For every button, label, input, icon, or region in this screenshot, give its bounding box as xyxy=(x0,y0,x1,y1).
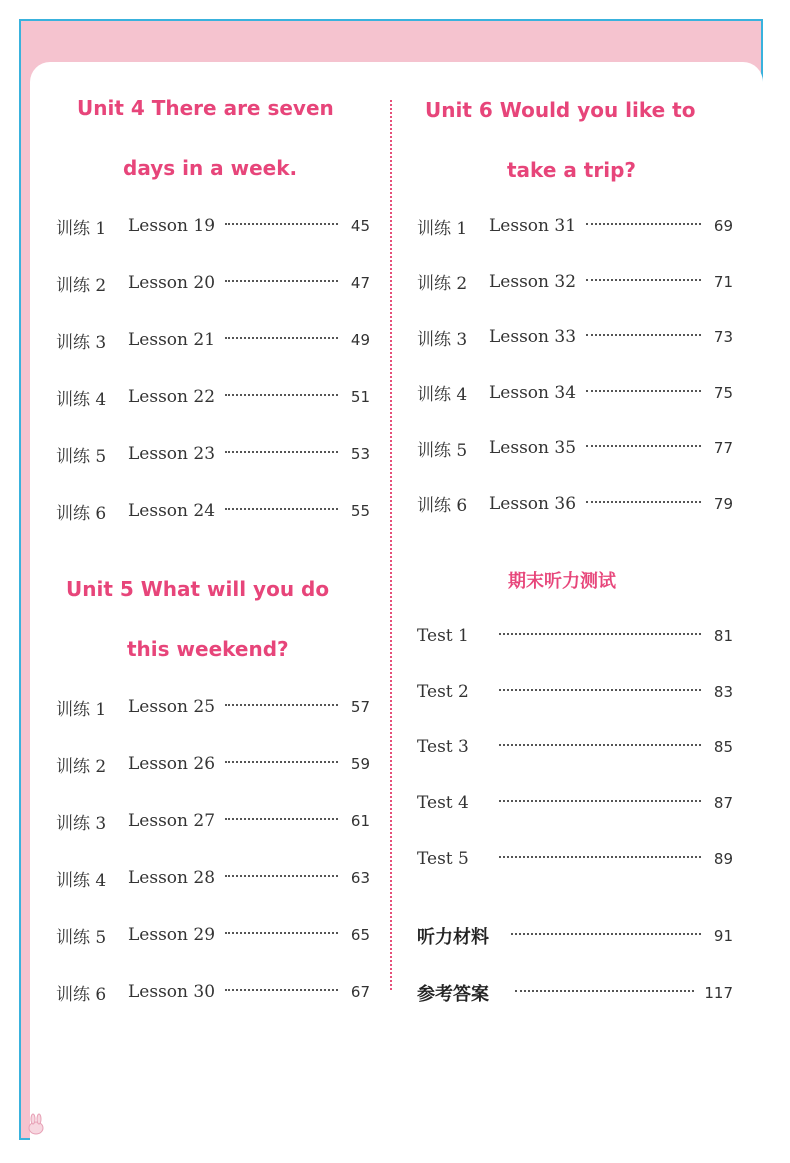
toc-entry xyxy=(417,623,733,649)
leader-dots xyxy=(225,394,338,396)
leader-dots xyxy=(586,445,701,447)
toc-entry xyxy=(417,980,733,1006)
entry-label: 训练 1 xyxy=(56,218,107,239)
final-test-title: 期末听力测试 xyxy=(508,571,616,592)
entry-page-number: 65 xyxy=(350,926,370,944)
leader-dots xyxy=(515,990,694,992)
leader-dots xyxy=(225,761,338,763)
leader-dots xyxy=(586,501,701,503)
entry-label: 训练 1 xyxy=(56,699,107,720)
leader-dots xyxy=(586,334,701,336)
toc-entry xyxy=(417,923,733,949)
leader-dots xyxy=(225,337,338,339)
toc-entry xyxy=(417,790,733,816)
entry-label: 训练 6 xyxy=(56,503,107,524)
entry-lesson: Lesson 26 xyxy=(128,754,216,774)
leader-dots xyxy=(499,689,701,691)
entry-label: 训练 1 xyxy=(417,218,468,239)
unit-6-title-line2: take a trip? xyxy=(507,158,637,182)
unit-4-title-line1: Unit 4 There are seven xyxy=(77,96,334,120)
entry-page-number: 87 xyxy=(713,794,733,813)
entry-lesson: Lesson 36 xyxy=(489,493,577,514)
toc-entry xyxy=(56,922,370,948)
toc-entry xyxy=(56,384,370,410)
toc-entry xyxy=(56,327,370,353)
entry-page-number: 51 xyxy=(350,388,370,406)
entry-page-number: 49 xyxy=(350,331,370,349)
entry-lesson: Lesson 19 xyxy=(128,216,216,236)
entry-label: 训练 2 xyxy=(417,274,468,294)
entry-lesson: Lesson 32 xyxy=(489,271,577,292)
entry-page-number: 81 xyxy=(713,627,733,645)
toc-entry xyxy=(56,808,370,834)
entry-label: 训练 6 xyxy=(417,496,468,516)
entry-lesson: Lesson 21 xyxy=(128,330,216,350)
entry-lesson: Lesson 28 xyxy=(128,868,216,888)
leader-dots xyxy=(499,744,701,746)
entry-lesson: Lesson 30 xyxy=(128,982,216,1002)
entry-page-number: 75 xyxy=(713,383,733,402)
entry-label: 训练 5 xyxy=(56,446,107,467)
entry-page-number: 117 xyxy=(704,984,733,1002)
entry-label: Test 5 xyxy=(417,848,469,869)
leader-dots xyxy=(225,451,338,453)
unit-6-title-line1: Unit 6 Would you like to xyxy=(425,98,696,122)
entry-label: 听力材料 xyxy=(417,927,489,948)
entry-label: Test 3 xyxy=(417,737,469,758)
entry-label: 训练 5 xyxy=(417,440,468,461)
entry-lesson: Lesson 22 xyxy=(128,387,216,407)
toc-entry xyxy=(56,498,370,524)
leader-dots xyxy=(225,818,338,820)
entry-page-number: 79 xyxy=(713,494,733,513)
toc-entry xyxy=(56,213,370,239)
entry-page-number: 83 xyxy=(713,682,733,701)
entry-label: 参考答案 xyxy=(417,984,489,1005)
leader-dots xyxy=(499,633,701,635)
column-divider xyxy=(390,100,392,990)
leader-dots xyxy=(499,800,701,802)
leader-dots xyxy=(225,704,338,706)
leader-dots xyxy=(225,280,338,282)
entry-page-number: 45 xyxy=(350,217,370,235)
entry-label: 训练 2 xyxy=(56,275,107,296)
entry-lesson: Lesson 31 xyxy=(489,216,577,236)
entry-page-number: 53 xyxy=(350,445,370,463)
entry-lesson: Lesson 35 xyxy=(489,438,577,458)
entry-page-number: 57 xyxy=(350,698,370,716)
entry-label: 训练 3 xyxy=(56,332,107,353)
unit-5-title-line1: Unit 5 What will you do xyxy=(66,577,330,601)
entry-page-number: 73 xyxy=(713,328,733,346)
toc-entry xyxy=(417,269,733,295)
entry-page-number: 63 xyxy=(350,869,370,887)
entry-label: 训练 3 xyxy=(417,329,468,350)
entry-label: 训练 5 xyxy=(56,927,107,948)
entry-page-number: 47 xyxy=(350,274,370,292)
entry-label: 训练 3 xyxy=(56,813,107,834)
entry-lesson: Lesson 25 xyxy=(128,697,216,717)
entry-page-number: 91 xyxy=(713,927,733,945)
entry-label: 训练 4 xyxy=(56,389,107,410)
toc-entry xyxy=(56,979,370,1005)
toc-entry xyxy=(56,270,370,296)
entry-label: Test 4 xyxy=(417,793,469,814)
toc-entry xyxy=(417,380,733,406)
entry-label: 训练 2 xyxy=(56,756,107,777)
toc-entry xyxy=(56,751,370,777)
entry-page-number: 59 xyxy=(350,755,370,773)
entry-label: 训练 6 xyxy=(56,984,107,1005)
bunny-icon xyxy=(26,1113,46,1135)
toc-entry xyxy=(56,865,370,891)
entry-page-number: 85 xyxy=(713,738,733,757)
entry-page-number: 67 xyxy=(350,983,370,1001)
entry-lesson: Lesson 20 xyxy=(128,273,216,293)
entry-lesson: Lesson 34 xyxy=(489,382,577,403)
entry-page-number: 77 xyxy=(713,439,733,457)
leader-dots xyxy=(225,223,338,225)
leader-dots xyxy=(225,875,338,877)
toc-entry xyxy=(417,213,733,239)
entry-label: 训练 4 xyxy=(56,870,107,891)
entry-page-number: 89 xyxy=(713,849,733,868)
entry-page-number: 71 xyxy=(713,272,733,291)
leader-dots xyxy=(586,390,701,392)
entry-lesson: Lesson 29 xyxy=(128,925,216,945)
toc-entry xyxy=(417,679,733,705)
leader-dots xyxy=(586,223,701,225)
leader-dots xyxy=(225,508,338,510)
entry-label: 训练 4 xyxy=(417,385,468,405)
leader-dots xyxy=(225,932,338,934)
toc-entry xyxy=(417,491,733,517)
toc-entry xyxy=(417,435,733,461)
entry-lesson: Lesson 23 xyxy=(128,444,216,464)
entry-label: Test 2 xyxy=(417,681,469,702)
entry-lesson: Lesson 33 xyxy=(489,327,577,347)
leader-dots xyxy=(511,933,701,935)
unit-4-title-line2: days in a week. xyxy=(123,156,298,180)
entry-lesson: Lesson 27 xyxy=(128,811,216,831)
entry-page-number: 55 xyxy=(350,502,370,520)
entry-page-number: 69 xyxy=(713,217,733,235)
toc-entry xyxy=(417,734,733,760)
unit-5-title-line2: this weekend? xyxy=(127,637,289,661)
toc-entry xyxy=(56,694,370,720)
entry-lesson: Lesson 24 xyxy=(128,501,216,521)
entry-page-number: 61 xyxy=(350,812,370,830)
toc-entry xyxy=(417,846,733,872)
toc-entry xyxy=(417,324,733,350)
toc-entry xyxy=(56,441,370,467)
leader-dots xyxy=(586,279,701,281)
entry-label: Test 1 xyxy=(417,626,469,646)
leader-dots xyxy=(225,989,338,991)
leader-dots xyxy=(499,856,701,858)
